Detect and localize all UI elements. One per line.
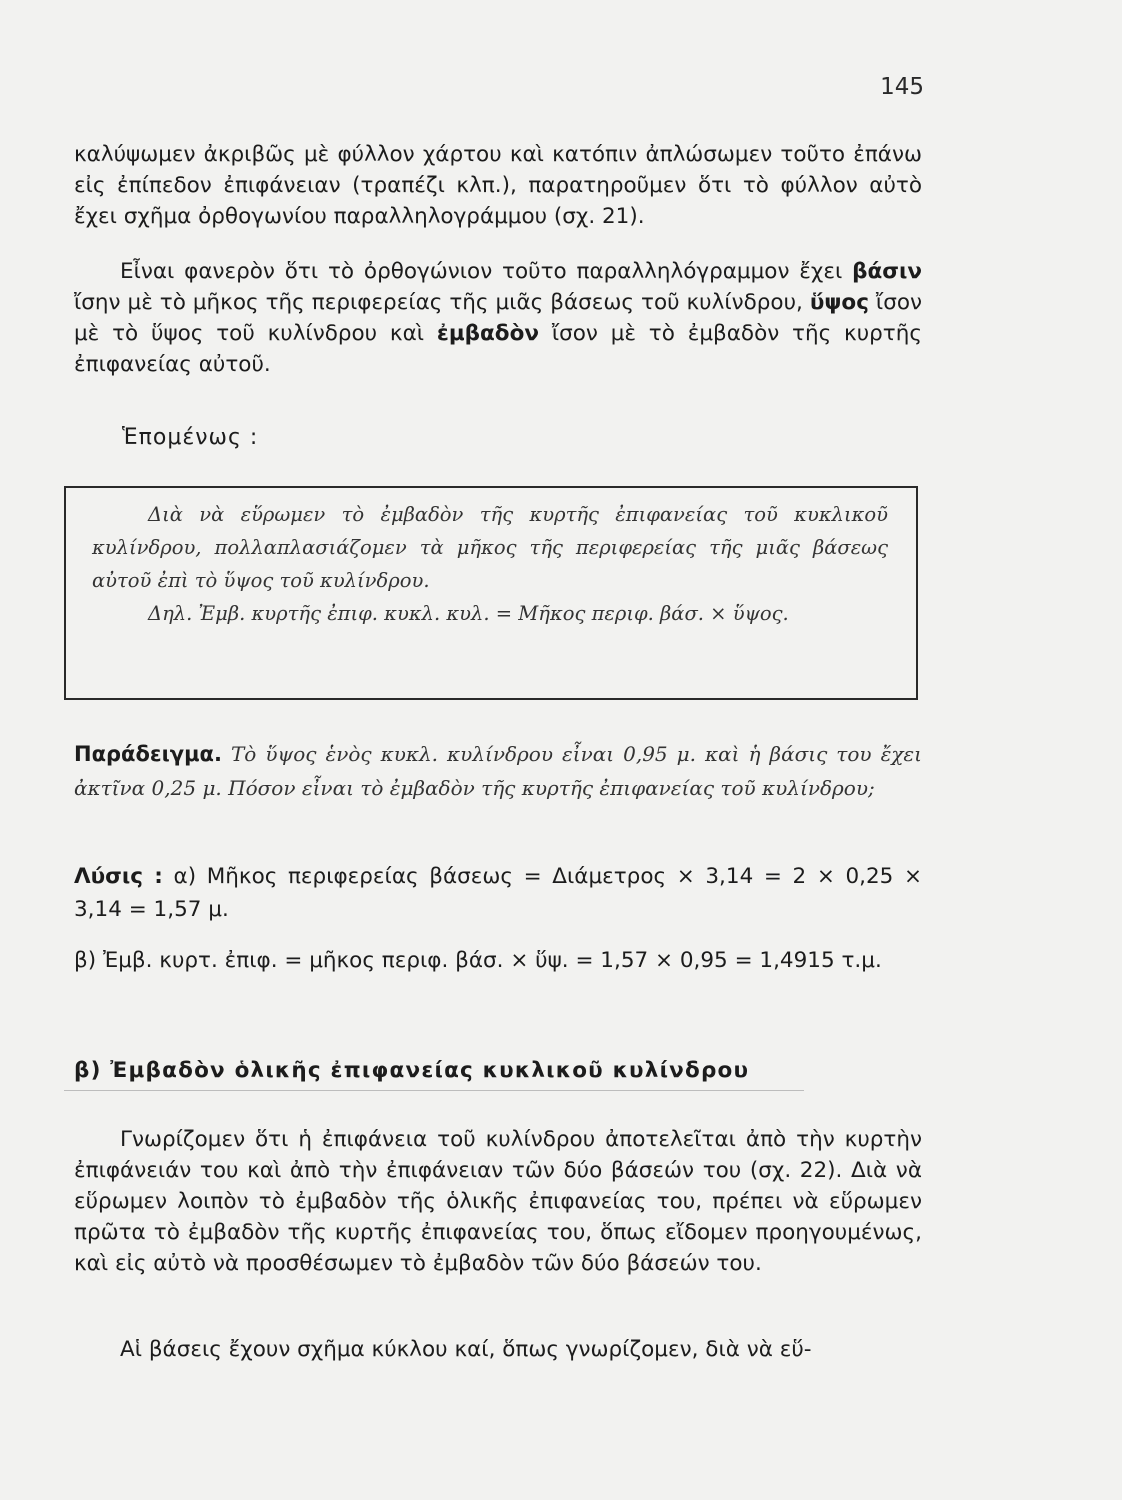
example-block <box>74 737 922 805</box>
paragraph-2-text-4: ἴσον μὲ τὸ ἐμβαδὸν τῆς κυρτῆς ἐπιφανείας αὐτοῦ. <box>74 321 922 377</box>
consequently-label: Ἑπομένως : <box>122 425 259 450</box>
rule-statement-text: Διὰ νὰ εὕρωμεν τὸ ἐμβαδὸν τῆς κυρτῆς ἐπιφανείας τοῦ κυκλικοῦ κυλίνδρου, πολλαπλασιάζομεν τὰ μῆκος τῆς περιφερείας τῆς μιᾶς βάσεως αὐτοῦ ἐπὶ τὸ ὕψος τοῦ κυλίνδρου. <box>92 503 888 592</box>
solution-label: Λύσις : <box>74 864 163 889</box>
paragraph-1: καλύψωμεν ἀκριβῶς μὲ φύλλον χάρτου καὶ κατόπιν ἀπλώσωμεν τοῦτο ἐπάνω εἰς ἐπίπεδον ἐπιφάνειαν (τραπέζι κλπ.), παρατηροῦμεν ὅτι τὸ φύλλον αὐτὸ ἔχει σχῆμα ὀρθογωνίου παραλληλογράμμου (σχ. 21). <box>74 142 922 229</box>
section-heading: β) Ἐμβαδὸν ὁλικῆς ἐπιφανείας κυκλικοῦ κυλίνδρου <box>74 1058 750 1083</box>
section-paragraph-2 <box>74 1334 922 1365</box>
page-number: 145 <box>880 74 924 100</box>
section-paragraph-1-text: Γνωρίζομεν ὅτι ἡ ἐπιφάνεια τοῦ κυλίνδρου ἀποτελεῖται ἀπὸ τὴν κυρτὴν ἐπιφάνειάν του καὶ ἀπὸ τὴν ἐπιφάνειαν τῶν δύο βάσεών του (σχ. 22). Διὰ νὰ εὕρωμεν λοιπὸν τὸ ἐμβαδὸν τῆς ὁλικῆς ἐπιφανείας του, πρέπει νὰ εὕρωμεν πρῶτα τὸ ἐμβαδὸν τῆς κυρτῆς ἐπιφανείας του, ὅπως εἴδομεν προηγουμένως, καὶ εἰς αὐτὸ νὰ προσθέσωμεν τὸ ἐμβαδὸν τῶν δύο βάσεών του. <box>74 1127 922 1276</box>
paragraph-2 <box>74 256 922 380</box>
rule-box <box>64 486 918 700</box>
term-area: ἐμβαδὸν <box>436 321 539 346</box>
rule-formula-text: Δηλ. Ἐμβ. κυρτῆς ἐπιφ. κυκλ. κυλ. = Μῆκος περιφ. βάσ. × ὕψος. <box>148 602 789 625</box>
term-height: ὕψος <box>809 290 869 315</box>
paragraph-2-text-3: ἴσον μὲ τὸ ὕψος τοῦ κυλίνδρου καὶ <box>74 290 922 346</box>
section-paragraph-2-text: Αἱ βάσεις ἔχουν σχῆμα κύκλου καί, ὅπως γνωρίζομεν, διὰ νὰ εὕ- <box>120 1337 812 1362</box>
example-text: Τὸ ὕψος ἑνὸς κυκλ. κυλίνδρου εἶναι 0,95 μ. καὶ ἡ βάσις του ἔχει ἀκτῖνα 0,25 μ. Πόσον εἶναι τὸ ἐμβαδὸν τῆς κυρτῆς ἐπιφανείας τοῦ κυλίνδρου; <box>74 742 923 800</box>
example-label: Παράδειγμα. <box>74 742 222 766</box>
rule-text <box>92 498 888 630</box>
rule-statement <box>92 498 888 597</box>
solution-step-b: β) Ἐμβ. κυρτ. ἐπιφ. = μῆκος περιφ. βάσ. × ὕψ. = 1,57 × 0,95 = 1,4915 τ.μ. <box>74 948 882 973</box>
term-basis: βάσιν <box>852 259 922 284</box>
heading-underline <box>64 1090 804 1091</box>
solution-step-a <box>74 860 922 926</box>
rule-formula <box>92 597 888 630</box>
paragraph-2-text-1: Εἶναι φανερὸν ὅτι τὸ ὀρθογώνιον τοῦτο παραλληλόγραμμον ἔχει <box>120 259 853 284</box>
solution-step-a-text: α) Μῆκος περιφερείας βάσεως = Διάμετρος × 3,14 = 2 × 0,25 × 3,14 = 1,57 μ. <box>74 864 922 922</box>
section-paragraph-1 <box>74 1124 922 1279</box>
paragraph-2-text-2: ἴσην μὲ τὸ μῆκος τῆς περιφερείας τῆς μιᾶς βάσεως τοῦ κυλίνδρου, <box>74 290 810 315</box>
